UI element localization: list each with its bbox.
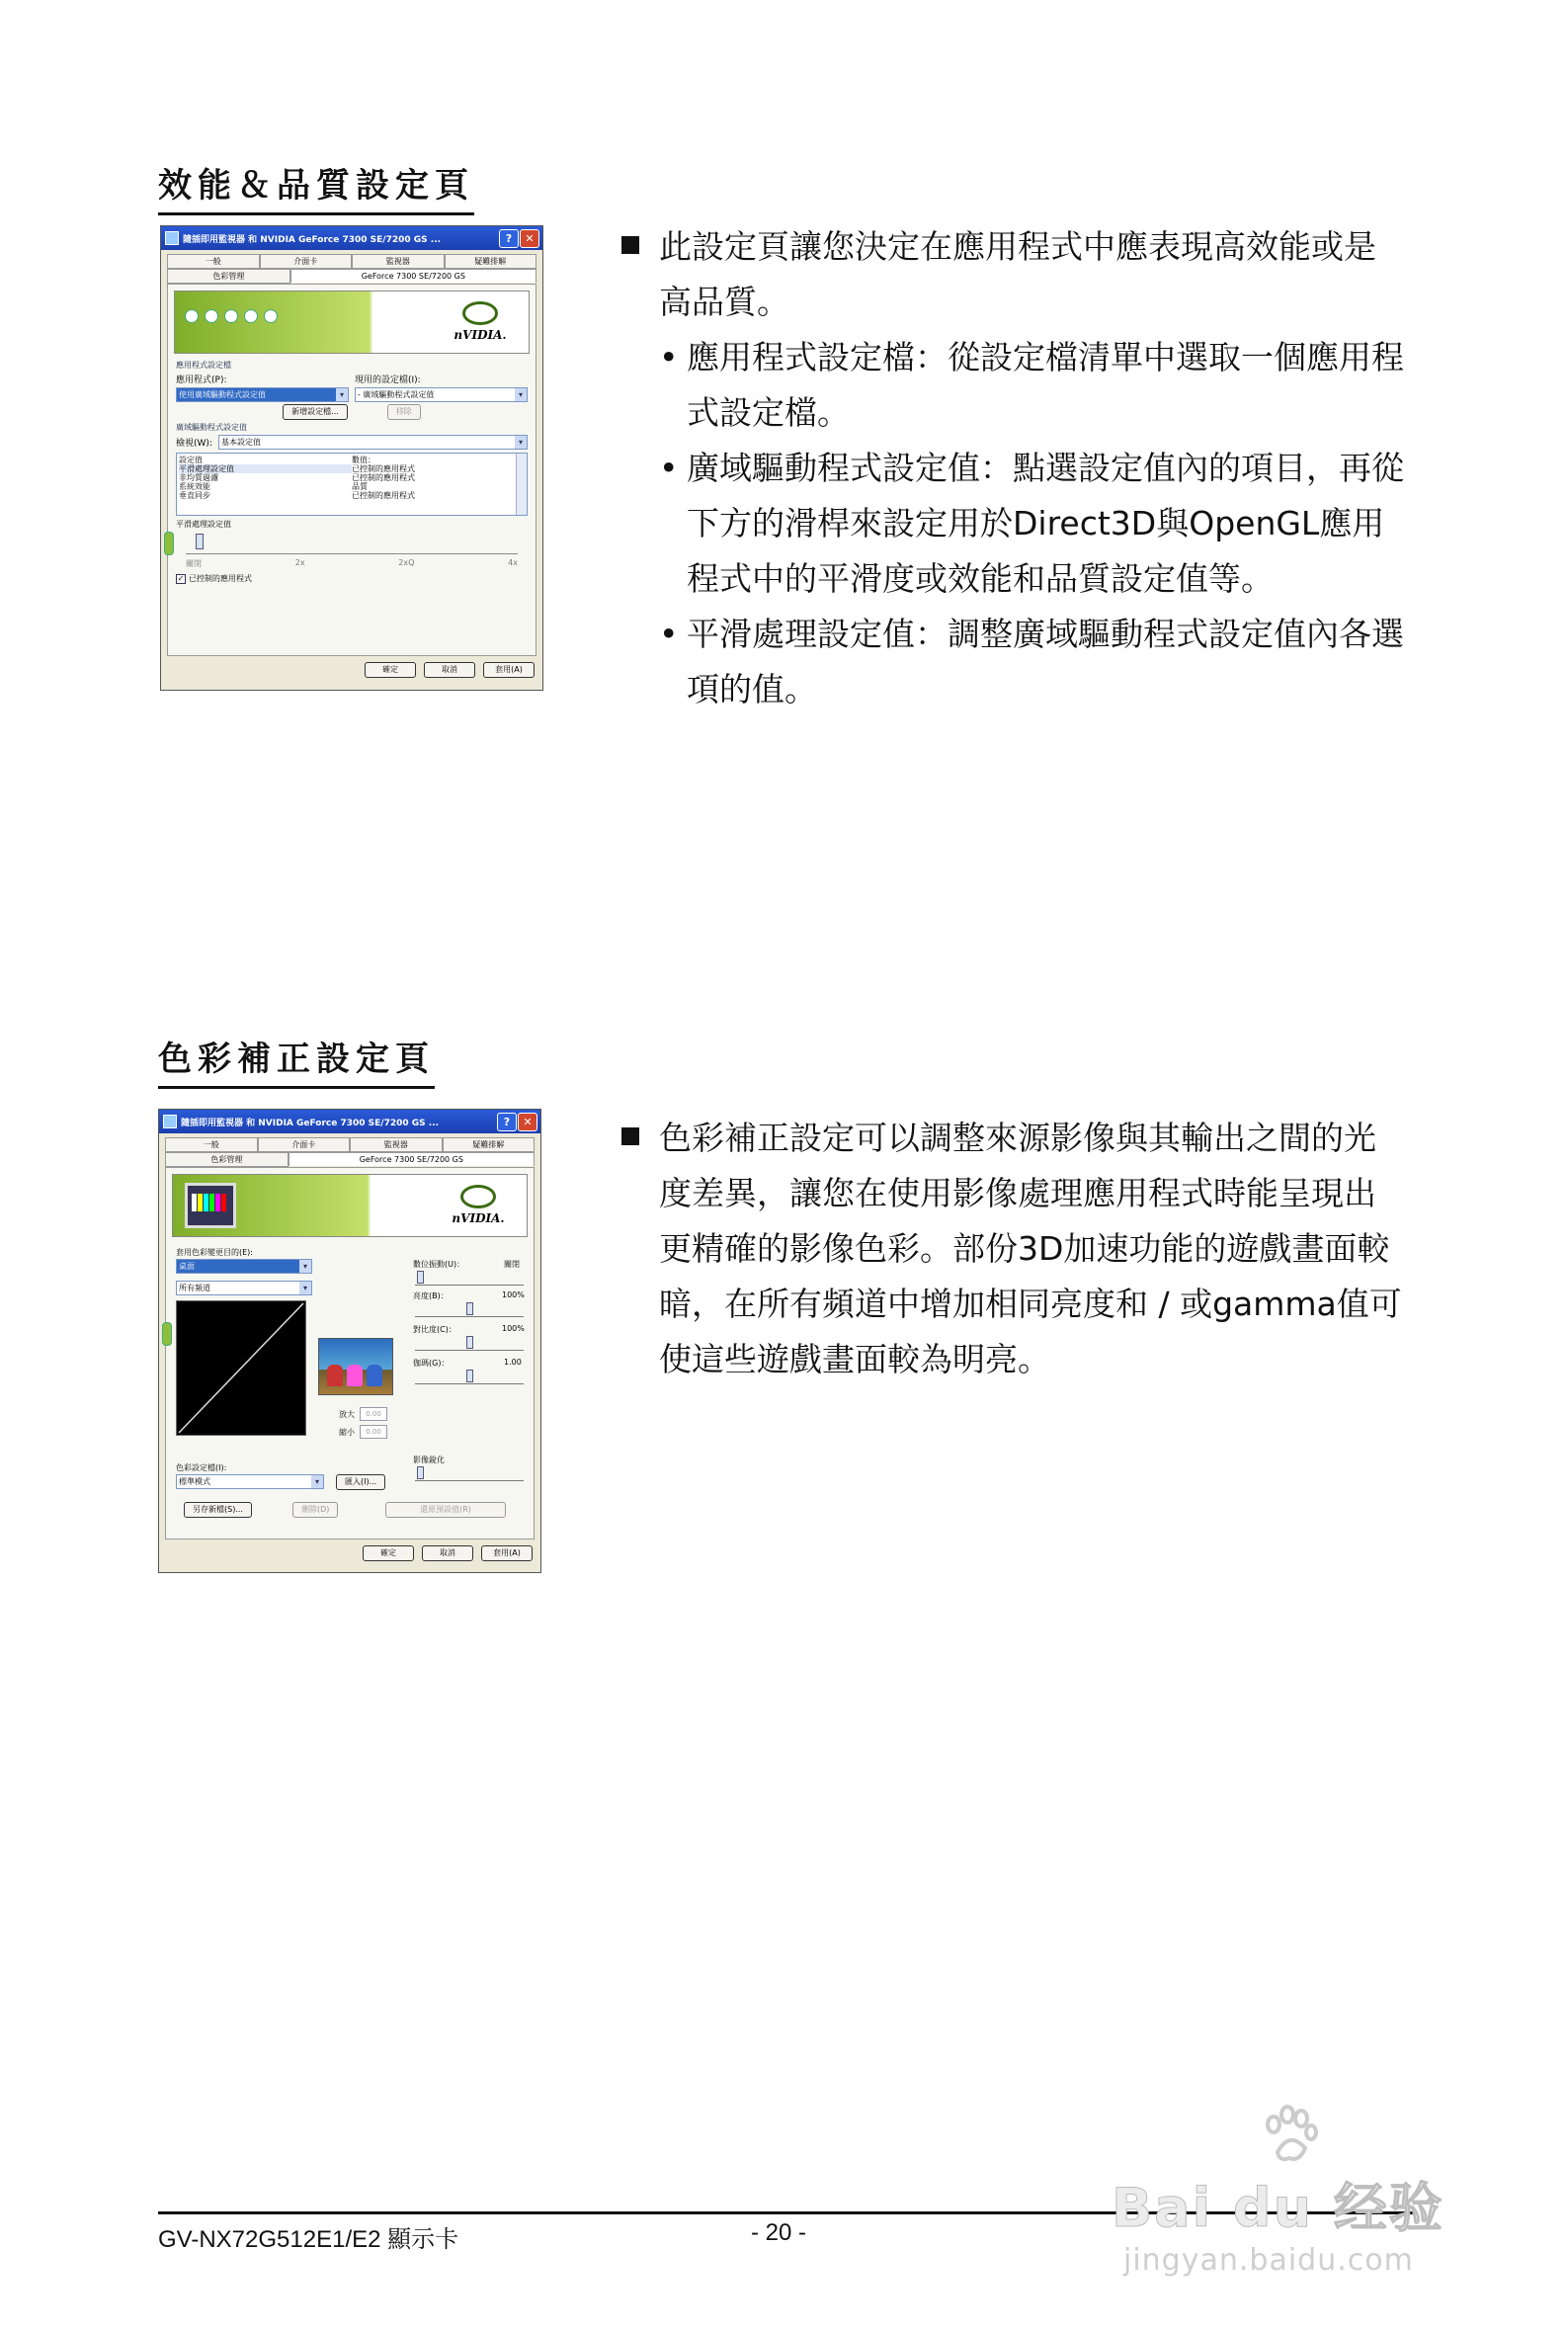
new-profile-button[interactable]: 新增設定檔... <box>283 404 348 420</box>
brightness-value: 100% <box>502 1290 525 1299</box>
target-select[interactable]: 桌面 ▾ <box>176 1259 312 1274</box>
gamma-slider[interactable] <box>415 1370 524 1384</box>
performance-quality-dialog <box>160 225 543 691</box>
nvidia-brand: nVIDIA. <box>452 1211 505 1225</box>
slider-thumb[interactable] <box>417 1271 424 1284</box>
list-item[interactable]: 垂直同步 <box>179 491 210 500</box>
zoom-in-field[interactable]: 0.00 <box>360 1407 387 1421</box>
color-correction-dialog <box>158 1109 541 1573</box>
group-app-profile: 應用程式設定檔 <box>176 361 231 370</box>
smoothing-slider[interactable] <box>186 534 518 554</box>
nvidia-logo <box>444 1185 513 1225</box>
section1-sub-bullet-1: • 應用程式設定檔：從設定檔清單中選取一個應用程式設定檔。 <box>618 330 1408 441</box>
gamma-curve-graph[interactable] <box>176 1300 306 1436</box>
color-profile-select[interactable]: 標準模式 ▾ <box>176 1474 324 1489</box>
footer-model: GV-NX72G512E1/E2 顯示卡 <box>158 2226 459 2253</box>
list-value: 已控制的應用程式 <box>352 464 415 473</box>
label-zoom-out: 縮小 <box>339 1428 355 1437</box>
cancel-button[interactable]: 取消 <box>424 662 475 678</box>
preview-image <box>318 1338 393 1395</box>
tick-2x: 2x <box>294 558 305 567</box>
performance-banner <box>174 291 530 354</box>
application-select[interactable]: 使用廣域驅動程式設定值 ▾ <box>176 387 349 402</box>
label-zoom-in: 放大 <box>339 1410 355 1419</box>
geforce-panel <box>167 284 536 656</box>
apply-button[interactable]: 套用(A) <box>481 1545 533 1561</box>
side-slide-handle[interactable] <box>164 532 174 555</box>
app-controlled-checkbox[interactable] <box>176 573 528 584</box>
help-button[interactable]: ? <box>497 1113 517 1131</box>
digital-vibrance-value: 關閉 <box>504 1260 520 1269</box>
label-gamma: 伽瑪(G)： <box>413 1359 450 1368</box>
label-contrast: 對比度(C)： <box>413 1325 456 1334</box>
list-item[interactable]: 平滑處理設定值 <box>179 464 352 473</box>
slider-thumb[interactable] <box>466 1370 473 1382</box>
page-number: - 20 - <box>751 2219 807 2246</box>
tab-adapter[interactable]: 介面卡 <box>260 254 353 269</box>
tick-2xq: 2xQ <box>398 558 415 567</box>
list-value: 已控制的應用程式 <box>352 473 415 482</box>
label-image-sharpen: 影像銳化 <box>413 1456 445 1464</box>
col-setting-header: 設定值 <box>179 456 203 464</box>
dialog-title: 隨插即用監視器 和 NVIDIA GeForce 7300 SE/7200 GS ... <box>183 234 442 245</box>
view-select[interactable]: 基本設定值 ▾ <box>218 435 528 450</box>
list-item[interactable]: 系統效能 <box>179 482 210 491</box>
profile-select[interactable]: - 廣域驅動程式設定值 ▾ <box>355 387 528 402</box>
tick-off: 關閉 <box>186 559 202 568</box>
tab-troubleshoot[interactable]: 疑難排解 <box>443 1137 536 1152</box>
slider-thumb[interactable] <box>466 1302 473 1315</box>
checkbox-label: 已控制的應用程式 <box>189 574 252 583</box>
list-item[interactable]: 非均質過濾 <box>179 473 218 482</box>
slider-thumb[interactable] <box>196 534 204 549</box>
label-view: 檢視(W): <box>176 439 212 449</box>
settings-list[interactable] <box>176 453 528 516</box>
color-bars-monitor-icon <box>185 1183 236 1228</box>
tab-troubleshoot[interactable]: 疑難排解 <box>445 254 537 269</box>
gamma-value: 1.00 <box>504 1358 522 1367</box>
watermark-brand: Bai du 经验 <box>1112 2177 1444 2239</box>
help-button[interactable]: ? <box>499 229 519 248</box>
cancel-button[interactable]: 取消 <box>422 1545 473 1561</box>
tab-geforce[interactable]: GeForce 7300 SE/7200 GS <box>289 1152 535 1166</box>
label-application: 應用程式(P): <box>176 375 227 385</box>
side-slide-handle[interactable] <box>162 1322 172 1346</box>
tab-color-management[interactable]: 色彩管理 <box>167 269 290 284</box>
tick-4x: 4x <box>508 558 518 567</box>
contrast-value: 100% <box>502 1324 525 1333</box>
label-apply-target: 套用色彩變更目的(E): <box>176 1248 253 1257</box>
section-title-performance: 效能＆品質設定頁 <box>158 158 474 215</box>
section-title-color: 色彩補正設定頁 <box>158 1032 435 1089</box>
tab-general[interactable]: 一般 <box>167 254 260 269</box>
close-button[interactable]: ✕ <box>520 229 539 248</box>
delete-button[interactable]: 刪除(D) <box>292 1502 338 1518</box>
dialog-titlebar <box>161 226 542 250</box>
delete-profile-button[interactable]: 移除 <box>387 404 421 420</box>
checkbox-check-icon[interactable]: ✓ <box>177 573 185 583</box>
tab-color-management[interactable]: 色彩管理 <box>165 1152 289 1167</box>
label-active-profile: 現用的設定檔(I): <box>355 375 421 385</box>
tab-general[interactable]: 一般 <box>165 1137 258 1152</box>
color-banner <box>172 1174 528 1237</box>
label-smoothing: 平滑處理設定值 <box>176 520 231 529</box>
slider-thumb[interactable] <box>466 1336 473 1349</box>
nvidia-eye-icon <box>462 301 498 325</box>
baidu-paw-icon <box>1260 2105 1319 2164</box>
list-value: 品質 <box>352 482 368 491</box>
watermark-url: jingyan.baidu.com <box>1123 2243 1414 2278</box>
performance-arrows-icon <box>185 309 278 323</box>
monitor-icon <box>163 1115 177 1128</box>
close-button[interactable]: ✕ <box>518 1113 537 1131</box>
group-global-settings: 廣域驅動程式設定值 <box>176 423 247 432</box>
label-digital-vibrance: 數位振動(U)： <box>413 1260 465 1269</box>
apply-button[interactable]: 套用(A) <box>483 662 535 678</box>
section1-sub-bullet-3: • 平滑處理設定值：調整廣域驅動程式設定值內各選項的值。 <box>618 607 1408 717</box>
nvidia-eye-icon <box>460 1185 496 1208</box>
ok-button[interactable]: 確定 <box>365 662 416 678</box>
slider-thumb[interactable] <box>417 1466 424 1479</box>
nvidia-brand: nVIDIA. <box>454 328 507 342</box>
import-button[interactable]: 匯入(I)... <box>336 1474 385 1490</box>
contrast-slider[interactable] <box>415 1336 524 1351</box>
zoom-out-field[interactable]: 0.00 <box>360 1425 387 1439</box>
list-value: 已控制的應用程式 <box>352 491 415 500</box>
section2-main-bullet: 色彩補正設定可以調整來源影像與其輸出之間的光度差異，讓您在使用影像處理應用程式時能呈現出更精確的影像色彩。部份3D加速功能的遊戲畫面較暗，在所有頻道中增加相同亮度和 / 或gamma值可使這些遊戲畫面較為明亮。 <box>618 1111 1408 1387</box>
monitor-icon <box>165 231 179 245</box>
restore-defaults-button[interactable]: 還原預設值(R) <box>385 1502 506 1518</box>
label-color-profile: 色彩設定檔(I): <box>176 1463 227 1472</box>
section1-text <box>618 219 1408 717</box>
section1-main-bullet: 此設定頁讓您決定在應用程式中應表現高效能或是高品質。 <box>618 219 1408 330</box>
channel-select[interactable]: 所有頻道 ▾ <box>176 1281 312 1295</box>
label-brightness: 亮度(B)： <box>413 1291 449 1300</box>
tab-monitor[interactable]: 監視器 <box>352 254 445 269</box>
tab-geforce[interactable]: GeForce 7300 SE/7200 GS <box>290 269 536 283</box>
dialog-titlebar <box>159 1110 540 1133</box>
sharpen-slider[interactable] <box>415 1466 524 1481</box>
ok-button[interactable]: 確定 <box>363 1545 414 1561</box>
list-scrollbar[interactable] <box>516 454 527 515</box>
baidu-watermark <box>1112 2105 1487 2302</box>
tab-adapter[interactable]: 介面卡 <box>258 1137 351 1152</box>
geforce-panel <box>165 1167 535 1539</box>
tab-monitor[interactable]: 監視器 <box>350 1137 443 1152</box>
digital-vibrance-slider[interactable] <box>415 1271 524 1286</box>
dialog-title: 隨插即用監視器 和 NVIDIA GeForce 7300 SE/7200 GS ... <box>181 1118 440 1128</box>
brightness-slider[interactable] <box>415 1302 524 1317</box>
section1-sub-bullet-2: • 廣域驅動程式設定值：點選設定值內的項目，再從下方的滑桿來設定用於Direct3D與OpenGL應用程式中的平滑度或效能和品質設定值等。 <box>618 441 1408 607</box>
save-as-button[interactable]: 另存新檔(S)... <box>184 1502 252 1518</box>
nvidia-logo <box>446 301 515 342</box>
col-value-header: 數值： <box>352 456 375 464</box>
gamma-curve-line <box>177 1301 305 1435</box>
section2-text <box>618 1111 1408 1387</box>
